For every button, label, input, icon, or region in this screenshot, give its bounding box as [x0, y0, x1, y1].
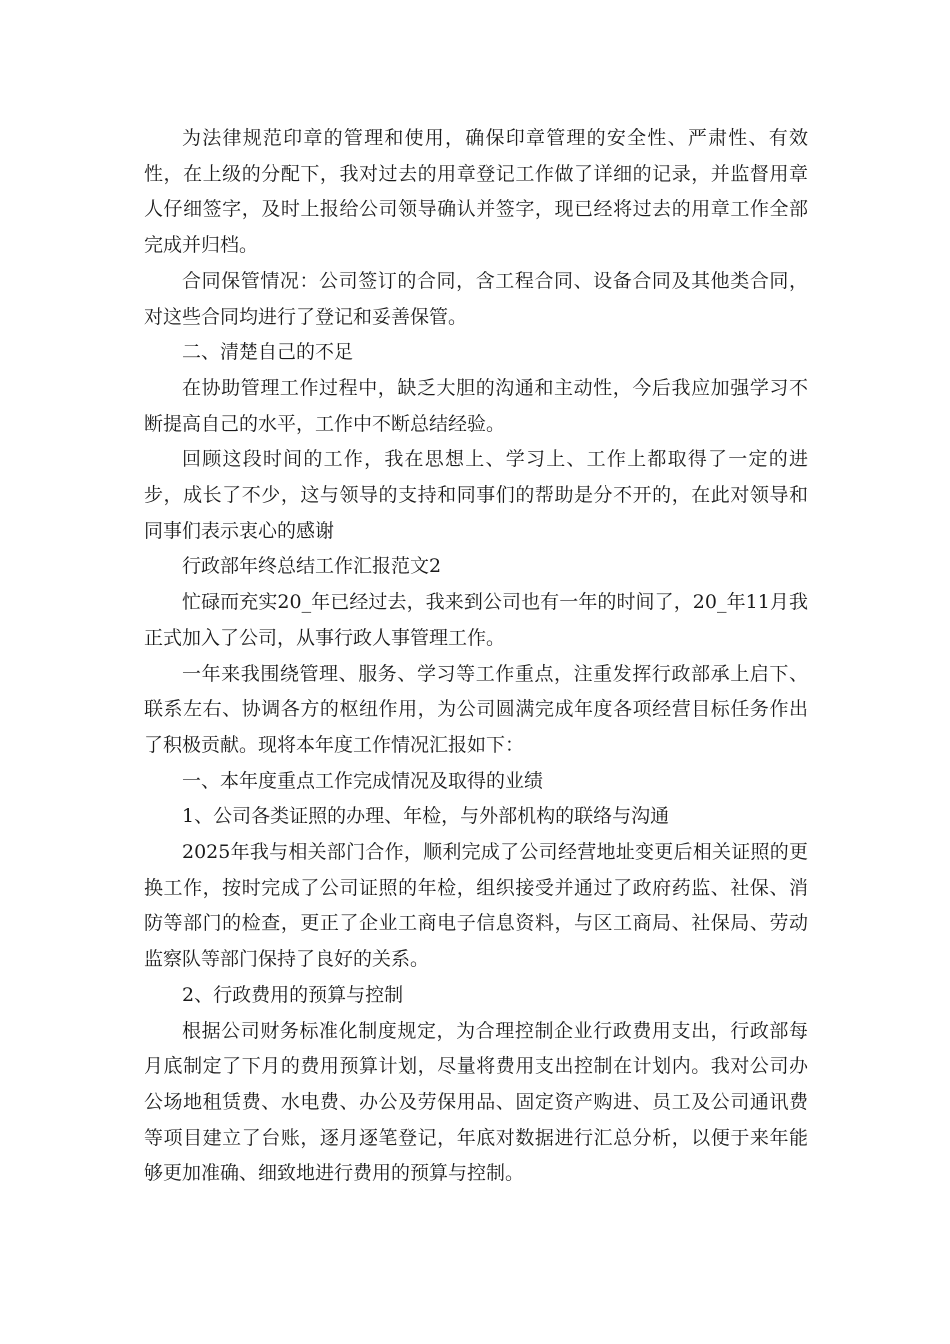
subheading-licenses: 1、公司各类证照的办理、年检，与外部机构的联络与沟通 [182, 805, 670, 828]
section-heading-achievements: 一、本年度重点工作完成情况及取得的业绩 [182, 769, 544, 792]
paragraph-shortcomings: 在协助管理工作过程中，缺乏大胆的沟通和主动性，今后我应加强学习不断提高自己的水平，工作中不断总结经验。 [144, 376, 808, 435]
paragraph-intro: 忙碌而充实20_年已经过去，我来到公司也有一年的时间了，20_年11月我正式加入了公司，从事行政人事管理工作。 [144, 591, 808, 649]
subheading-budget: 2、行政费用的预算与控制 [182, 983, 404, 1006]
document-body [144, 121, 808, 1192]
paragraph-seal-management: 为法律规范印章的管理和使用，确保印章管理的安全性、严肃性、有效性，在上级的分配下，我对过去的用章登记工作做了详细的记录，并监督用章人仔细签字，及时上报给公司领导确认并签字，现已经将过去的用章工作全部完成并归档。 [144, 127, 808, 257]
paragraph-contract-custody: 合同保管情况：公司签订的合同，含工程合同、设备合同及其他类合同，对这些合同均进行了登记和妥善保管。 [144, 269, 808, 328]
paragraph-year-overview: 一年来我围绕管理、服务、学习等工作重点，注重发挥行政部承上启下、联系左右、协调各方的枢纽作用，为公司圆满完成年度各项经营目标任务作出了积极贡献。现将本年度工作情况汇报如下： [144, 662, 808, 756]
essay-title-2: 行政部年终总结工作汇报范文2 [182, 555, 442, 578]
paragraph-licenses: 2025年我与相关部门合作，顺利完成了公司经营地址变更后相关证照的更换工作，按时完成了公司证照的年检，组织接受并通过了政府药监、社保、消防等部门的检查，更正了企业工商电子信息资料，与区工商局、社保局、劳动监察队等部门保持了良好的关系。 [144, 841, 808, 971]
paragraph-budget: 根据公司财务标准化制度规定，为合理控制企业行政费用支出，行政部每月底制定了下月的费用预算计划，尽量将费用支出控制在计划内。我对公司办公场地租赁费、水电费、办公及劳保用品、固定资产购进、员工及公司通讯费等项目建立了台账，逐月逐笔登记，年底对数据进行汇总分析，以便于来年能够更加准确、细致地进行费用的预算与控制。 [144, 1019, 808, 1185]
section-heading-shortcomings: 二、清楚自己的不足 [182, 341, 354, 364]
paragraph-review-thanks: 回顾这段时间的工作，我在思想上、学习上、工作上都取得了一定的进步，成长了不少，这与领导的支持和同事们的帮助是分不开的，在此对领导和同事们表示衷心的感谢 [144, 448, 808, 542]
